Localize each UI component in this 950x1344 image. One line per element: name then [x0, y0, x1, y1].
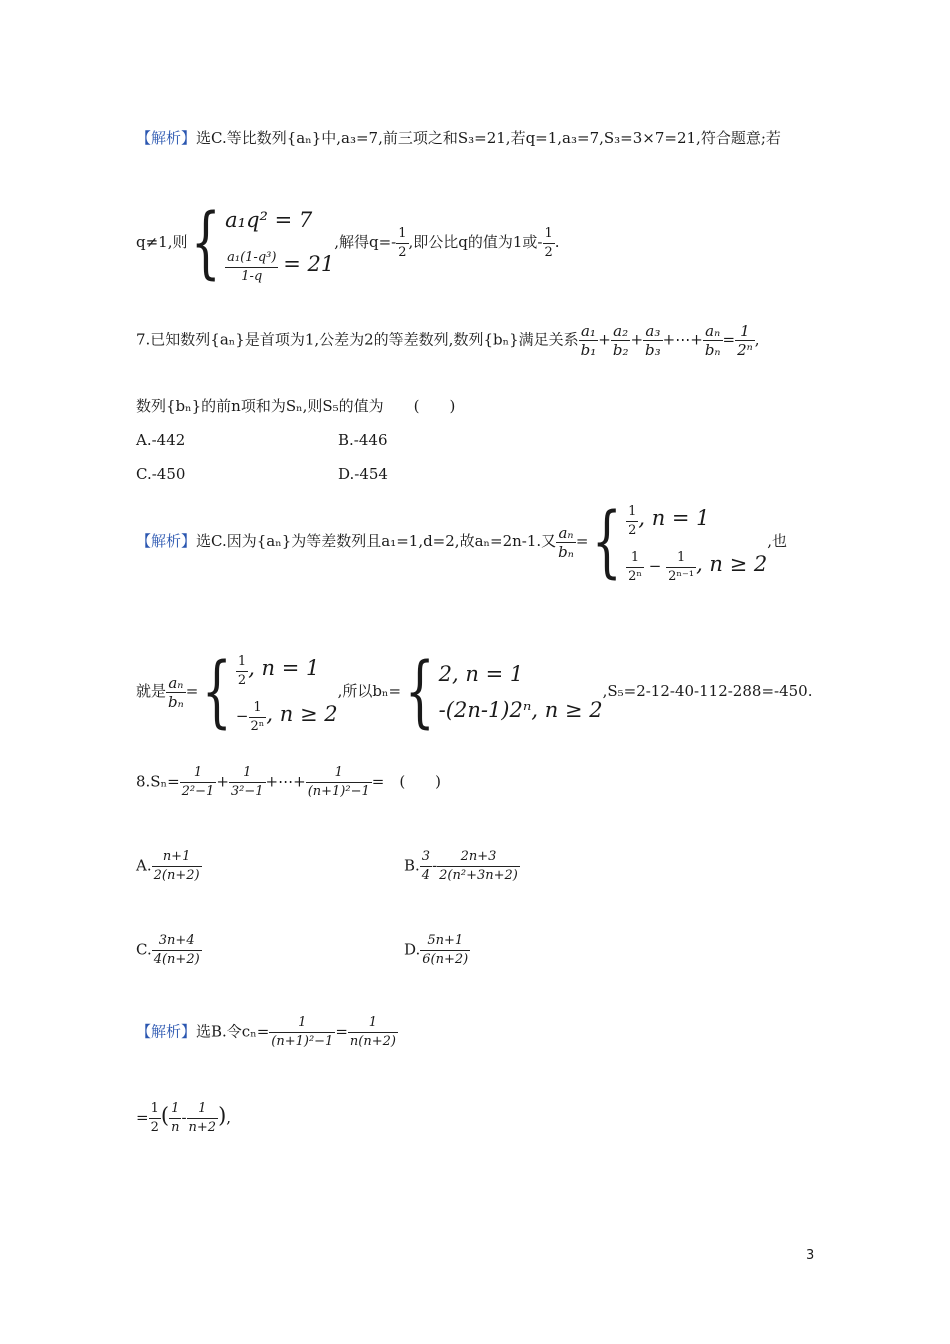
sol8-line1: 【解析】选B.令cₙ= $\frac{1}{\text{(n+1)²−1}}$ = $\frac{1}{n(n+2)}$ [136, 1015, 396, 1049]
left-brace: { [202, 647, 232, 737]
sol7-line2: 就是 $\frac{\text{aₙ}}{\text{bₙ}}$ ={ $\frac{1}{2}$ , n = 1 − $\frac{1}{\text{2ⁿ}}$ , n ≥ 2 ,所以bₙ={ 2, n = 1 -(2n-1)2ⁿ, n ≥ 2 ,S₅=2-12-40-112-288=-450. [136, 647, 813, 737]
q8-option-c: C. $\frac{3n+4}{4(n+2)}$ [136, 933, 200, 967]
q7-stem: 7.已知数列{aₙ}是首项为1,公差为2的等差数列,数列{bₙ}满足关系 $\frac{\text{a₁}}{\text{b₁}}$ + $\frac{\text{a₂}}{\text{b₂}}$ + $\frac{\text{a₃}}{\text{b₃}}$ +⋯+ $\frac{\text{aₙ}}{\text{bₙ}}$ = $\frac{1}{\text{2ⁿ}}$ , [136, 322, 760, 359]
analysis-tag: 【解析】 [136, 1022, 197, 1041]
q7-line2: 数列{bₙ}的前n项和为Sₙ,则S₅的值为 ( ) [136, 397, 456, 415]
sol6-line1: 【解析】选C.等比数列{aₙ}中,a₃=7,前三项之和S₃=21,若q=1,a₃=7,S₃=3×7=21,符合题意;若 [136, 129, 781, 147]
q8-stem: 8.Sₙ= $\frac{1}{\text{2²−1}}$ + $\frac{1}{\text{3²−1}}$ +⋯+ $\frac{1}{\text{(n+1)²−1}}$ = ( ) [136, 765, 442, 799]
sol6-system: a₁q² = 7 $\frac{\text{a₁(1-q³)}}{1-q}$ = 21 [225, 208, 335, 284]
analysis-tag: 【解析】 [136, 532, 197, 550]
analysis-tag: 【解析】 [136, 129, 197, 147]
left-brace: { [191, 198, 222, 288]
page-number: 3 [806, 1248, 815, 1263]
q8-option-b: B. $\frac{3}{4}$ - $\frac{2n+3}{\text{2(n²+3n+2)}}$ [404, 849, 518, 883]
sol6-line2: q≠1,则{ a₁q² = 7 $\frac{\text{a₁(1-q³)}}{1-q}$ = 21 ,解得q=- $\frac{1}{2}$ ,即公比q的值为1或- $\frac{1}{2}$ . [136, 198, 560, 288]
left-brace: { [592, 497, 623, 587]
sol7-line1: 【解析】选C.因为{aₙ}为等差数列且a₁=1,d=2,故aₙ=2n-1.又 $\frac{\text{aₙ}}{\text{bₙ}}$ ={ $\frac{1}{2}$ , n = 1 $\frac{1}{\text{2ⁿ}}$ − $\frac{1}{\text{2ⁿ⁻¹}}$ , n ≥ 2 ,也 [136, 497, 788, 587]
q7-option-a: A.-442 [136, 431, 186, 449]
sol8-line2: = $\frac{1}{2}$ ( $\frac{1}{n}$ - $\frac{1}{n+2}$ ), [136, 1101, 232, 1135]
q8-option-a: A. $\frac{n+1}{2(n+2)}$ [136, 849, 200, 883]
q8-option-d: D. $\frac{5n+1}{6(n+2)}$ [404, 933, 469, 967]
q7-option-c: C.-450 [136, 465, 186, 483]
q7-option-d: D.-454 [338, 465, 388, 483]
left-brace: { [404, 647, 435, 737]
q7-option-b: B.-446 [338, 431, 388, 449]
